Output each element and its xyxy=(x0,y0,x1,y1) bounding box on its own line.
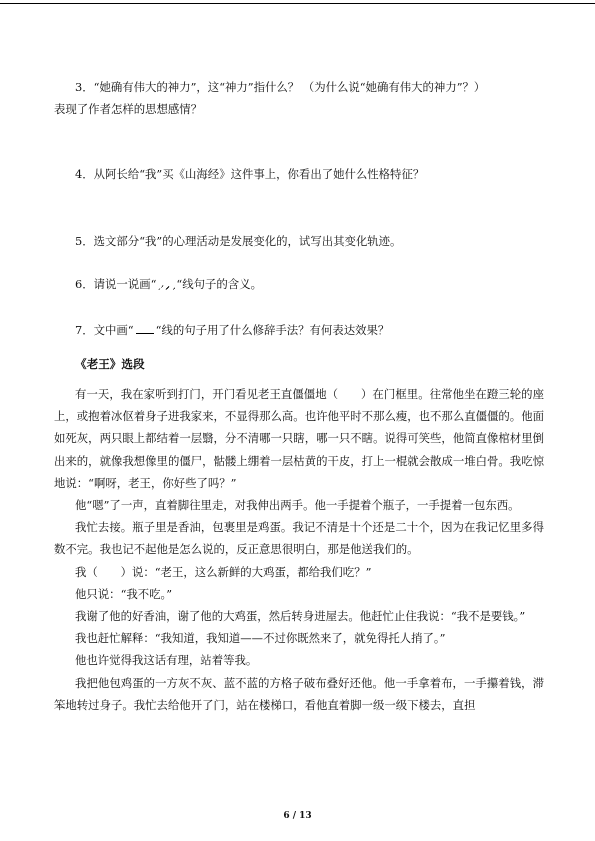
passage-paragraph: 我（ ）说：“老王，这么新鲜的大鸡蛋，都给我们吃？” xyxy=(75,564,372,579)
question-7-prefix: 7．文中画“ xyxy=(75,323,134,337)
question-6-suffix: “线句子的含义。 xyxy=(176,277,262,291)
passage-paragraph: 我忙去接。瓶子里是香油，包裹里是鸡蛋。我记不清是十个还是二十个，因为在我记忆里多得数不完。我也记不起他是怎么说的，反正意思很明白，那是他送我们的。 xyxy=(54,520,544,557)
question-3-line1: 3．“她确有伟大的神力”，这“神力”指什么？ （为什么说“她确有伟大的神力”？） xyxy=(75,80,486,94)
section-title: 《老王》选段 xyxy=(75,357,145,371)
passage-paragraph: 我谢了他的好香油，谢了他的大鸡蛋，然后转身进屋去。他赶忙止住我说：“我不是要钱。” xyxy=(75,609,526,624)
page-top-rule xyxy=(0,3,595,4)
question-7-suffix: “线的句子用了什么修辞手法？有何表达效果？ xyxy=(155,323,390,337)
question-3 xyxy=(54,76,545,120)
passage-paragraph: 有一天，我在家听到打门，开门看见老王直僵僵地（ ）在门框里。往常他坐在蹬三轮的座上，或抱着冰伛着身子进我家来，不显得那么高。也许他平时不那么瘦，也不那么直僵僵的。他面如死灰，两只眼上都结着一层翳，分不清哪一只瞎，哪一只不瞎。说得可笑些，他简直像棺材里倒出来的，就像我想像里的僵尸，骷髅上绷着一层枯黄的干皮，打上一棍就会散成一堆白骨。我吃惊地说：“啊呀，老王，你好些了吗？” xyxy=(54,387,544,490)
wavy-underline-icon xyxy=(157,281,175,290)
question-3-line2: 表现了作者怎样的思想感情？ xyxy=(54,102,203,116)
question-5-text: 5．选文部分“我”的心理活动是发展变化的，试写出其变化轨迹。 xyxy=(75,234,402,248)
passage-paragraph: 他也许觉得我这话有理，站着等我。 xyxy=(75,653,258,668)
passage-paragraph: 我也赶忙解释：“我知道，我知道——不过你既然来了，就免得托人捎了。” xyxy=(75,631,446,646)
passage-paragraph: 我把他包鸡蛋的一方灰不灰、蓝不蓝的方格子破布叠好还他。他一手拿着布，一手攥着钱，滞笨地转过身子。我忙去给他开了门，站在楼梯口，看他直着脚一级一级下楼去，直担 xyxy=(54,675,544,712)
straight-underline-icon xyxy=(136,324,154,334)
question-4 xyxy=(75,163,545,185)
passage-paragraph: 他“嗯”了一声，直着脚往里走，对我伸出两手。他一手提着个瓶子，一手提着一包东西。 xyxy=(75,498,520,513)
passage-paragraph: 他只说：“我不吃。” xyxy=(75,586,173,601)
question-5 xyxy=(75,230,545,252)
passage xyxy=(54,383,544,716)
question-6-prefix: 6．请说一说画“ xyxy=(75,277,157,291)
question-6 xyxy=(75,273,545,295)
question-7 xyxy=(75,319,545,341)
page-number: 6 / 13 xyxy=(283,811,312,821)
question-4-text: 4．从阿长给“我”买《山海经》这件事上，你看出了她什么性格特征？ xyxy=(75,167,425,181)
